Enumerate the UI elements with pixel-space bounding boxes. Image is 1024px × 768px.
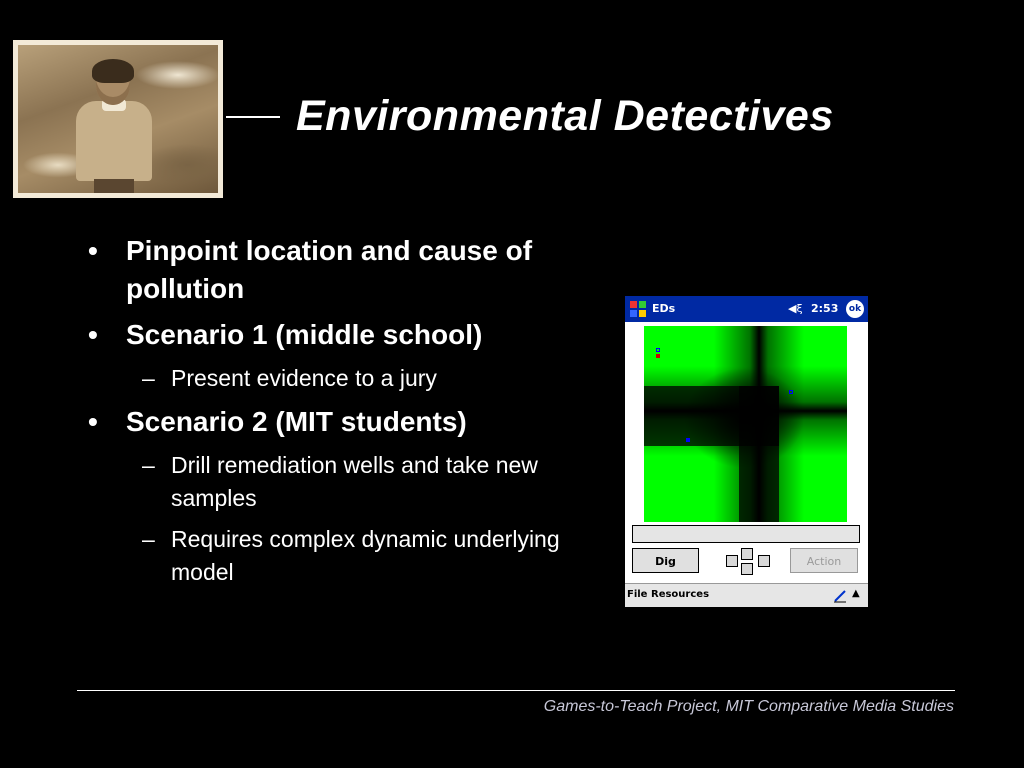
arrow-down-button[interactable]	[741, 563, 753, 575]
sub-bullet-item	[88, 362, 588, 395]
child-at-polluted-site-image	[18, 45, 218, 193]
pda-screenshot	[625, 296, 868, 607]
dig-button[interactable]: Dig	[632, 548, 699, 573]
sub-bullet-item	[88, 449, 588, 515]
sub-bullet-mark: –	[142, 365, 155, 391]
sub-bullet-text: Requires complex dynamic underlying model	[171, 526, 560, 585]
windows-start-icon[interactable]	[628, 299, 648, 319]
sample-marker[interactable]	[656, 354, 660, 358]
pda-app-title: EDs	[652, 302, 676, 315]
bullet-text: Pinpoint location and cause of pollution	[126, 235, 533, 304]
status-bar	[632, 525, 860, 543]
arrow-right-button[interactable]	[758, 555, 770, 567]
title-dash-line	[226, 116, 280, 118]
bullet-text: Scenario 2 (MIT students)	[126, 406, 467, 437]
sub-bullet-text: Drill remediation wells and take new samples	[171, 452, 538, 511]
ok-button[interactable]: ok	[846, 300, 864, 318]
footer-divider	[77, 690, 955, 691]
bullet-item	[88, 232, 588, 308]
sub-bullet-item	[88, 523, 588, 589]
bullet-list	[88, 232, 588, 597]
sub-bullet-mark: –	[142, 452, 155, 478]
pen-input-icon[interactable]	[833, 589, 847, 603]
pollution-plume-graphic	[644, 326, 847, 522]
action-button[interactable]: Action	[790, 548, 858, 573]
slide-photo	[13, 40, 223, 198]
sub-bullet-mark: –	[142, 526, 155, 552]
bullet-mark: •	[88, 235, 98, 266]
bullet-mark: •	[88, 319, 98, 350]
pda-menu-bar	[625, 583, 868, 607]
sample-marker[interactable]	[789, 390, 793, 394]
menu-file[interactable]: File	[627, 589, 648, 600]
player-marker	[686, 438, 690, 442]
person-legs	[94, 179, 134, 193]
pollution-map[interactable]	[644, 326, 847, 522]
sample-marker[interactable]	[656, 348, 660, 352]
sub-bullet-text: Present evidence to a jury	[171, 365, 437, 391]
bullet-text: Scenario 1 (middle school)	[126, 319, 483, 350]
input-panel-arrow-icon[interactable]: ▲	[852, 588, 860, 599]
person-hair	[92, 59, 134, 83]
slide-title: Environmental Detectives	[296, 92, 834, 140]
bullet-item	[88, 316, 588, 354]
speaker-icon[interactable]: ◀ξ	[788, 302, 803, 315]
person-jacket	[76, 101, 152, 181]
arrow-up-button[interactable]	[741, 548, 753, 560]
bullet-mark: •	[88, 406, 98, 437]
menu-resources[interactable]: Resources	[651, 589, 710, 600]
pda-clock[interactable]: 2:53	[811, 302, 839, 315]
pda-title-bar	[625, 296, 868, 322]
bullet-item	[88, 403, 588, 441]
arrow-left-button[interactable]	[726, 555, 738, 567]
slide-footer: Games-to-Teach Project, MIT Comparative Media Studies	[543, 698, 954, 715]
